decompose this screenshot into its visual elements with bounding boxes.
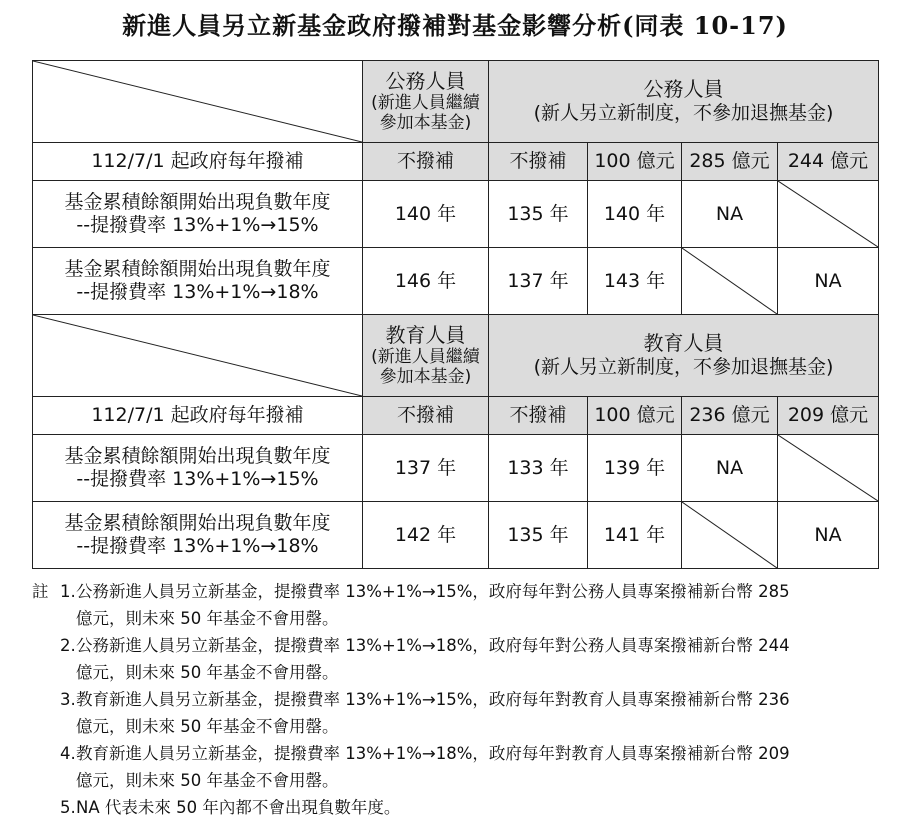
row-label-line2: --提撥費率 13%+1%→18% — [76, 535, 319, 557]
left-group-title: 教育人員 — [385, 323, 466, 348]
section-header-row — [33, 61, 879, 143]
footnote-continuation: 億元，則未來 50 年基金不會用罄。 — [76, 717, 339, 736]
right-group-header — [489, 315, 879, 397]
table-row — [33, 435, 879, 502]
footnote-text: 公務新進人員另立新基金，提撥費率 13%+1%→15%，政府每年對公務人員專案撥補新台幣 285 — [76, 582, 790, 601]
row-label — [33, 435, 363, 502]
row-label — [33, 181, 363, 248]
row-label — [33, 502, 363, 569]
row-label — [33, 248, 363, 315]
footnotes — [32, 578, 882, 821]
subsidy-row — [33, 143, 879, 181]
subsidy-row — [33, 397, 879, 435]
footnote-text: 教育新進人員另立新基金，提撥費率 13%+1%→15%，政府每年對教育人員專案撥補新台幣 236 — [76, 690, 790, 709]
footnote-text: 教育新進人員另立新基金，提撥費率 13%+1%→18%，政府每年對教育人員專案撥補新台幣 209 — [76, 744, 790, 763]
value-cell: 139 年 — [588, 435, 682, 502]
footnote-text: 公務新進人員另立新基金，提撥費率 13%+1%→18%，政府每年對公務人員專案撥補新台幣 244 — [76, 636, 790, 655]
empty-diagonal-cell — [778, 435, 879, 502]
value-cell: 140 年 — [363, 181, 489, 248]
left-group-subtitle-line2: 參加本基金) — [379, 113, 472, 133]
right-group-subtitle: (新人另立新制度，不參加退撫基金) — [533, 356, 834, 379]
value-cell: 135 年 — [489, 502, 588, 569]
value-cell: 133 年 — [489, 435, 588, 502]
analysis-table — [32, 60, 879, 569]
corner-diagonal-cell — [33, 61, 363, 143]
footnote-number: 5. — [60, 798, 76, 817]
subsidy-cell: 100 億元 — [588, 143, 682, 181]
footnote-text: NA 代表未來 50 年內都不會出現負數年度。 — [76, 798, 401, 817]
footnote-continuation: 億元，則未來 50 年基金不會用罄。 — [76, 663, 339, 682]
empty-diagonal-cell — [682, 248, 778, 315]
subsidy-cell: 不撥補 — [489, 143, 588, 181]
right-group-header — [489, 61, 879, 143]
value-cell: 135 年 — [489, 181, 588, 248]
row-label-line2: --提撥費率 13%+1%→15% — [76, 214, 319, 236]
subsidy-cell: 244 億元 — [778, 143, 879, 181]
footnote-number: 3. — [60, 690, 76, 709]
value-cell: NA — [682, 181, 778, 248]
footnote-number: 1. — [60, 582, 76, 601]
right-group-title: 公務人員 — [643, 77, 724, 102]
row-label-line1: 基金累積餘額開始出現負數年度 — [64, 512, 331, 535]
row-label-line1: 基金累積餘額開始出現負數年度 — [64, 258, 331, 281]
left-group-subtitle-line1: (新進人員繼續 — [371, 93, 480, 114]
value-cell: NA — [778, 248, 879, 315]
left-group-title: 公務人員 — [385, 69, 466, 94]
value-cell: 140 年 — [588, 181, 682, 248]
value-cell: 137 年 — [363, 435, 489, 502]
subsidy-cell: 236 億元 — [682, 397, 778, 435]
value-cell: 146 年 — [363, 248, 489, 315]
footnote-continuation: 億元，則未來 50 年基金不會用罄。 — [76, 771, 339, 790]
left-group-subtitle-line1: (新進人員繼續 — [371, 347, 480, 368]
value-cell: 141 年 — [588, 502, 682, 569]
row-label-line2: --提撥費率 13%+1%→18% — [76, 281, 319, 303]
subsidy-cell: 209 億元 — [778, 397, 879, 435]
left-group-header — [363, 315, 489, 397]
value-cell: 137 年 — [489, 248, 588, 315]
footnote-item — [32, 578, 882, 605]
subsidy-cell: 不撥補 — [489, 397, 588, 435]
empty-diagonal-cell — [682, 502, 778, 569]
footnote-item — [32, 794, 882, 821]
left-group-subtitle-line2: 參加本基金) — [379, 367, 472, 387]
row-label-line1: 基金累積餘額開始出現負數年度 — [64, 445, 331, 468]
document-title: 新進人員另立新基金政府撥補對基金影響分析(同表 10-17) — [122, 11, 788, 40]
right-group-subtitle: (新人另立新制度，不參加退撫基金) — [533, 102, 834, 125]
footnote-item — [32, 686, 882, 713]
value-cell: NA — [778, 502, 879, 569]
table-row — [33, 181, 879, 248]
table-row — [33, 502, 879, 569]
value-cell: NA — [682, 435, 778, 502]
subsidy-row-label: 112/7/1 起政府每年撥補 — [33, 397, 363, 435]
footnote-number: 2. — [60, 636, 76, 655]
subsidy-row-label: 112/7/1 起政府每年撥補 — [33, 143, 363, 181]
corner-diagonal-cell — [33, 315, 363, 397]
footnote-prefix: 註 — [32, 582, 49, 601]
table-row — [33, 248, 879, 315]
subsidy-cell: 285 億元 — [682, 143, 778, 181]
subsidy-cell: 不撥補 — [363, 143, 489, 181]
row-label-line2: --提撥費率 13%+1%→15% — [76, 468, 319, 490]
subsidy-cell: 不撥補 — [363, 397, 489, 435]
value-cell: 143 年 — [588, 248, 682, 315]
value-cell: 142 年 — [363, 502, 489, 569]
empty-diagonal-cell — [778, 181, 879, 248]
footnote-item — [32, 632, 882, 659]
right-group-title: 教育人員 — [643, 331, 724, 356]
footnote-item — [32, 740, 882, 767]
subsidy-cell: 100 億元 — [588, 397, 682, 435]
footnote-number: 4. — [60, 744, 76, 763]
section-header-row — [33, 315, 879, 397]
left-group-header — [363, 61, 489, 143]
footnote-continuation: 億元，則未來 50 年基金不會用罄。 — [76, 609, 339, 628]
row-label-line1: 基金累積餘額開始出現負數年度 — [64, 191, 331, 214]
